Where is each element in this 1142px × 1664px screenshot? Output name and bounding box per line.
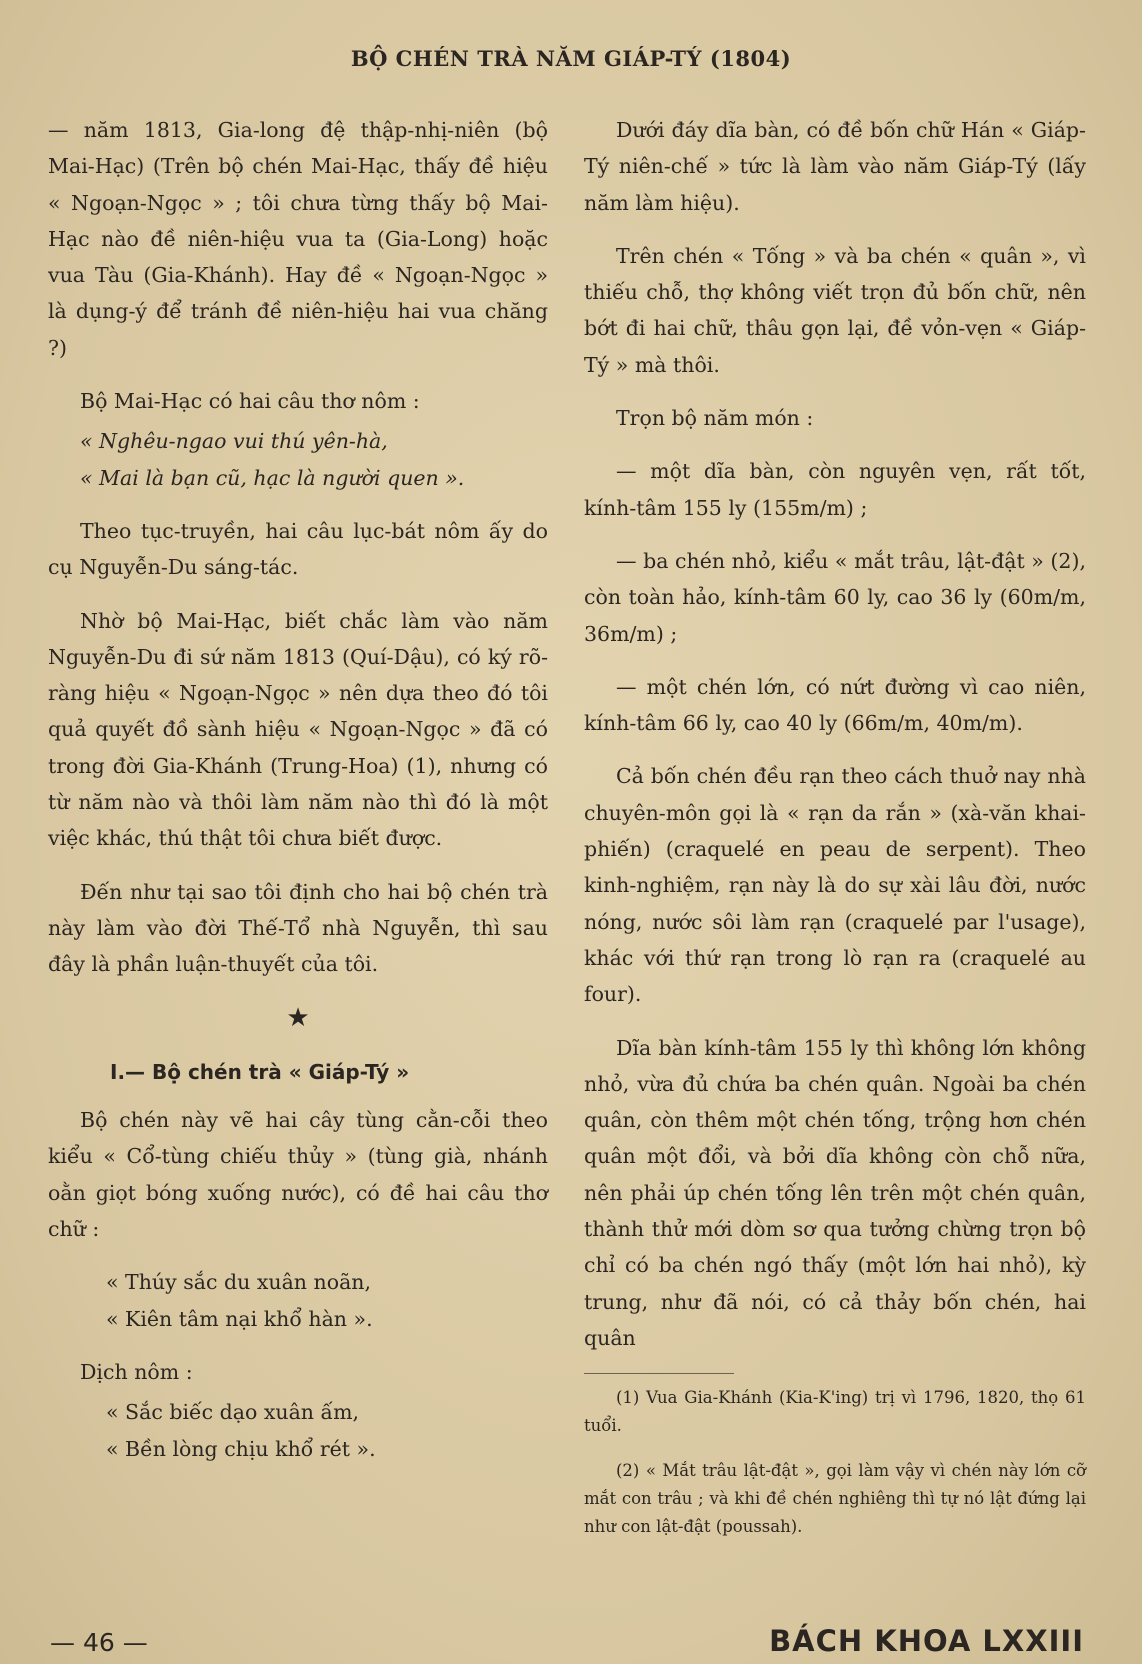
magazine-title: BÁCH KHOA LXXIII	[769, 1624, 1084, 1658]
poem-line: « Bền lòng chịu khổ rét ».	[106, 1436, 376, 1461]
footnote: (2) « Mắt trâu lật-đật », gọi làm vậy vì chén này lớn cỡ mắt con trâu ; và khi đề chén nghiêng thì tự nó lật đứng lại như con lật-đật (poussah).	[584, 1461, 1086, 1537]
poem-line: « Sắc biếc dạo xuân ấm,	[106, 1400, 360, 1425]
paragraph: Nhờ bộ Mai-Hạc, biết chắc làm vào năm Nguyễn-Du đi sứ năm 1813 (Quí-Dậu), có ký rõ-ràng hiệu « Ngoạn-Ngọc » nên dựa theo đó tôi quả quyết đồ sành hiệu « Ngoạn-Ngọc » đã có trong đời Gia-Khánh (Trung-Hoa) (1), nhưng có từ năm nào và thôi làm năm nào thì đó là một việc khác, thú thật tôi chưa biết được.	[48, 608, 548, 851]
paragraph: Trọn bộ năm món :	[616, 406, 814, 431]
left-column	[48, 112, 548, 1467]
poem-line: « Kiên tâm nại khổ hàn ».	[106, 1306, 373, 1331]
paragraph: — năm 1813, Gia-long đệ thập-nhị-niên (bộ Mai-Hạc) (Trên bộ chén Mai-Hạc, thấy đề hiệu « Ngoạn-Ngọc » ; tôi chưa từng thấy bộ Mai-Hạc nào đề niên-hiệu vua ta (Gia-Long) hoặc vua Tàu (Gia-Khánh). Hay đề « Ngoạn-Ngọc » là dụng-ý để tránh đề niên-hiệu hai vua chăng ?)	[48, 118, 548, 360]
footnote-rule	[584, 1373, 734, 1374]
poem-line: « Thúy sắc du xuân noãn,	[106, 1270, 372, 1295]
list-item: — ba chén nhỏ, kiểu « mắt trâu, lật-đật » (2), còn toàn hảo, kính-tâm 60 ly, cao 36 ly (60m/m, 36m/m) ;	[584, 548, 1086, 646]
paragraph: Dịch nôm :	[80, 1359, 193, 1384]
paragraph: Cả bốn chén đều rạn theo cách thuở nay nhà chuyên-môn gọi là « rạn da rắn » (xà-văn khai-phiến) (craquelé en peau de serpent). Theo kinh-nghiệm, rạn này là do sự xài lâu đời, nước nóng, nước sôi làm rạn (craquelé par l'usage), khác với thứ rạn trong lò rạn ra (craquelé au four).	[584, 764, 1086, 1007]
right-column	[584, 112, 1086, 1558]
section-heading: I.— Bộ chén trà « Giáp-Tý »	[110, 1059, 410, 1084]
paragraph: Bộ Mai-Hạc có hai câu thơ nôm :	[80, 389, 420, 414]
star-divider: ★	[286, 1002, 310, 1033]
page-number: — 46 —	[50, 1628, 148, 1657]
running-head: BỘ CHÉN TRÀ NĂM GIÁP-TÝ (1804)	[350, 46, 792, 71]
list-item: — một chén lớn, có nứt đường vì cao niên, kính-tâm 66 ly, cao 40 ly (66m/m, 40m/m).	[584, 674, 1086, 736]
paragraph: Bộ chén này vẽ hai cây tùng cằn-cỗi theo kiểu « Cổ-tùng chiếu thủy » (tùng già, nhánh oằn giọt bóng xuống nước), có đề hai câu thơ chữ :	[48, 1108, 548, 1242]
paragraph: Theo tục-truyền, hai câu lục-bát nôm ấy do cụ Nguyễn-Du sáng-tác.	[48, 518, 548, 580]
list-item: — một dĩa bàn, còn nguyên vẹn, rất tốt, kính-tâm 155 ly (155m/m) ;	[584, 459, 1086, 520]
paragraph: Trên chén « Tống » và ba chén « quân », vì thiếu chỗ, thợ không viết trọn đủ bốn chữ, nên bớt đi hai chữ, thâu gọn lại, đề vỏn-vẹn « Giáp-Tý » mà thôi.	[584, 243, 1086, 377]
footnote: (1) Vua Gia-Khánh (Kia-K'ing) trị vì 1796, 1820, thọ 61 tuổi.	[584, 1388, 1086, 1436]
poem-line: « Nghêu-ngao vui thú yên-hà,	[80, 429, 388, 454]
paragraph: Đến như tại sao tôi định cho hai bộ chén trà này làm vào đời Thế-Tổ nhà Nguyễn, thì sau đây là phần luận-thuyết của tôi.	[48, 879, 548, 977]
paragraph: Dĩa bàn kính-tâm 155 ly thì không lớn không nhỏ, vừa đủ chứa ba chén quân. Ngoài ba chén quân, còn thêm một chén tống, trộng hơn chén quân một đổi, và bởi dĩa không còn chỗ nữa, nên phải úp chén tống lên trên một chén quân, thành thử mới dòm sơ qua tưởng chừng trọn bộ chỉ có ba chén ngó thấy (một lớn hai nhỏ), kỳ trung, như đã nói, có cả thảy bốn chén, hai quân	[584, 1035, 1086, 1350]
poem-line: « Mai là bạn cũ, hạc là người quen ».	[80, 465, 465, 490]
paragraph: Dưới đáy dĩa bàn, có đề bốn chữ Hán « Giáp-Tý niên-chế » tức là làm vào năm Giáp-Tý (lấy năm làm hiệu).	[584, 118, 1086, 215]
